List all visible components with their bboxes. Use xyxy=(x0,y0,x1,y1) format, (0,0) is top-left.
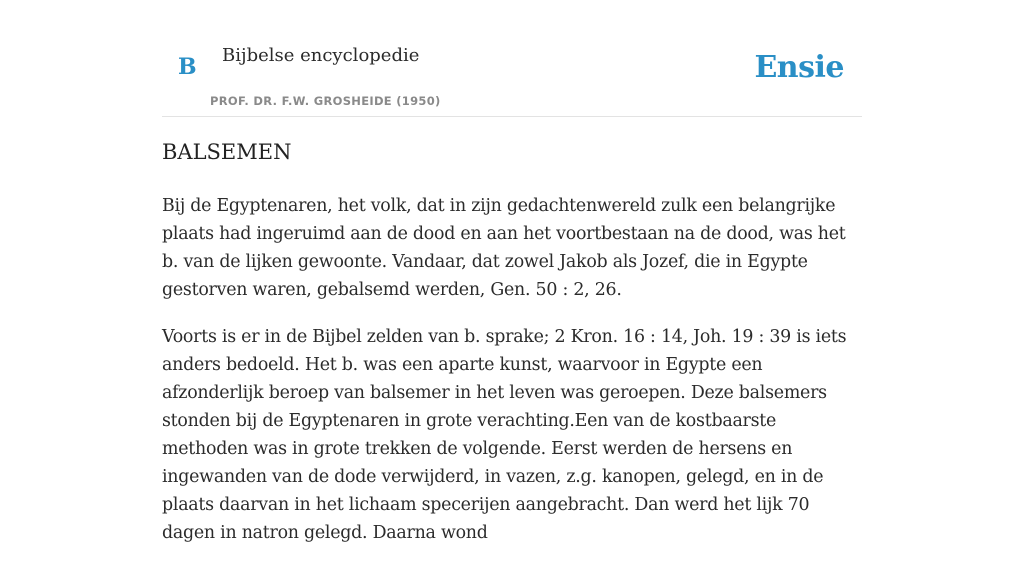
book-author: PROF. DR. F.W. GROSHEIDE (1950) xyxy=(210,94,441,108)
book-title-link[interactable]: Bijbelse encyclopedie xyxy=(222,45,420,66)
book-logo-letter[interactable]: B xyxy=(178,54,197,80)
article-body xyxy=(162,192,866,566)
header xyxy=(162,0,862,117)
article-paragraph: Voorts is er in de Bijbel zelden van b. sprake; 2 Kron. 16 : 14, Joh. 19 : 39 is iets anders bedoeld. Het b. was een aparte kunst, waarvoor in Egypte een afzonderlijk beroep van balsemer in het leven was geroepen. Deze balsemers stonden bij de Egyptenaren in grote verachting.Een van de kostbaarste methoden was in grote trekken de volgende. Eerst werden de hersens en ingewanden van de dode verwijderd, in vazen, z.g. kanopen, gelegd, en in de plaats daarvan in het lichaam specerijen aangebracht. Dan werd het lijk 70 dagen in natron gelegd. Daarna wond xyxy=(162,327,847,543)
entry-title: BALSEMEN xyxy=(162,140,292,164)
ensie-logo[interactable]: Ensie xyxy=(754,50,844,85)
article-paragraph: Bij de Egyptenaren, het volk, dat in zijn gedachtenwereld zulk een belangrijke plaats had ingeruimd aan de dood en aan het voortbestaan na de dood, was het b. van de lijken gewoonte. Vandaar, dat zowel Jakob als Jozef, die in Egypte gestorven waren, gebalsemd werden, Gen. 50 : 2, 26. xyxy=(162,196,846,300)
